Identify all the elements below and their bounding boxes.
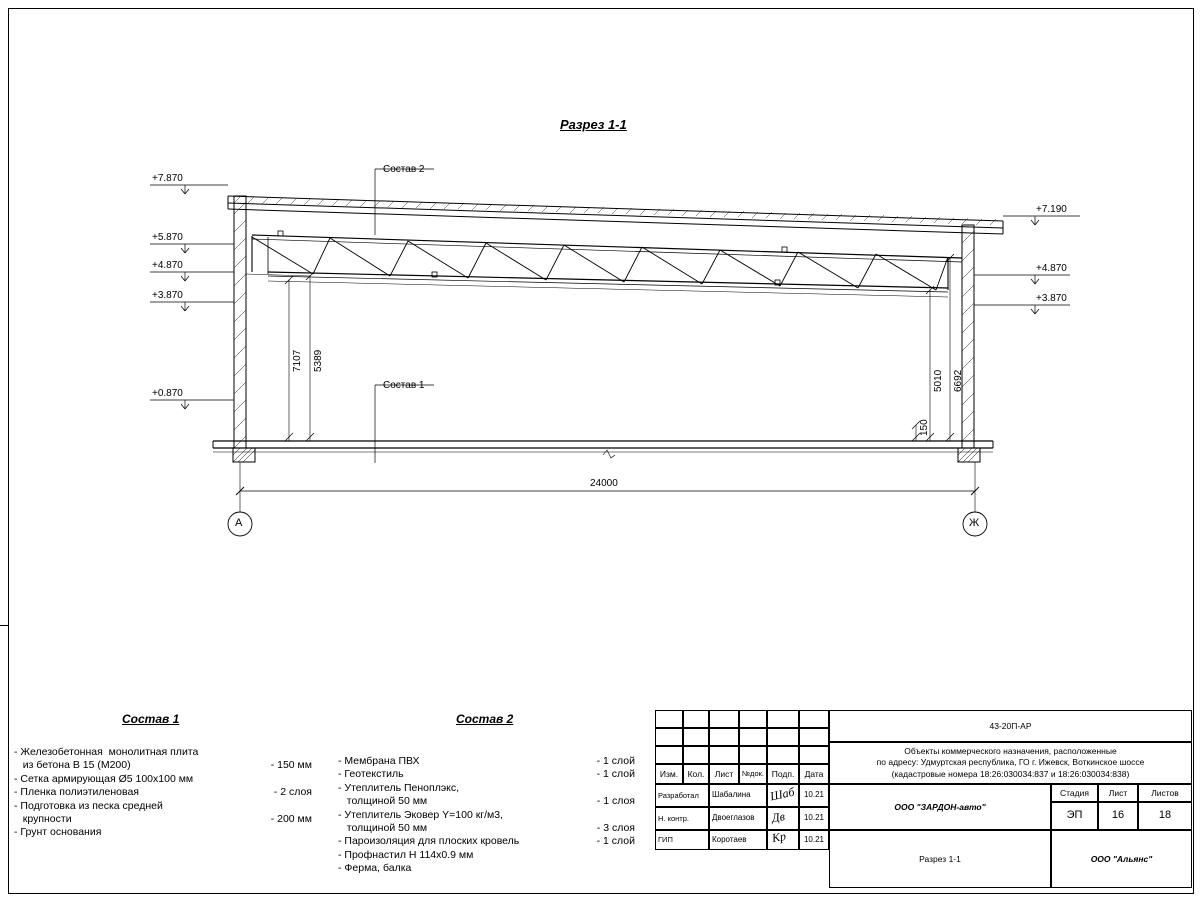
- role-date: 10.21: [799, 807, 829, 830]
- vdim-5010: 5010: [933, 369, 944, 392]
- sostav2-list: [338, 755, 635, 876]
- rev-cell: [709, 710, 739, 728]
- list-item: - Ферма, балка: [338, 862, 412, 875]
- rev-cell: [683, 728, 709, 746]
- level-left-2: +5.870: [152, 232, 183, 243]
- level-right-2: +4.870: [1036, 263, 1067, 274]
- list-item: толщиной 50 мм - 3 слоя: [338, 822, 635, 835]
- rev-cell: [799, 746, 829, 764]
- list-item: - Сетка армирующая Ø5 100х100 мм: [14, 772, 194, 785]
- list-item: - Утеплитель Эковер Y=100 кг/м3,: [338, 808, 504, 821]
- role-label: Н. контр.: [655, 807, 709, 830]
- list-item: - Пароизоляция для плоских кровель - 1 слой: [338, 835, 635, 848]
- callout-sostav-1: Состав 1: [383, 380, 425, 391]
- callout-sostav-2: Состав 2: [383, 164, 425, 175]
- role-date: 10.21: [799, 784, 829, 807]
- axis-label-right: Ж: [969, 517, 980, 529]
- rev-cell: [655, 746, 683, 764]
- object-line-2: по адресу: Удмуртская республика, ГО г. Ижевск, Воткинское шоссе: [876, 757, 1145, 768]
- rev-header-list: Лист: [709, 764, 739, 784]
- signature-mark: Кр: [770, 828, 787, 846]
- signature-mark: Шаб: [768, 784, 796, 804]
- list-item: толщиной 50 мм - 1 слоя: [338, 795, 635, 808]
- title-block: [655, 710, 1192, 888]
- sheet-name: Разрез 1-1: [829, 830, 1051, 888]
- sheets-header: Листов: [1138, 784, 1192, 802]
- sostav2-heading: Состав 2: [456, 712, 514, 726]
- object-description: [829, 742, 1192, 784]
- rev-header-izm: Изм.: [655, 764, 683, 784]
- list-item: - Геотекстиль - 1 слой: [338, 768, 635, 781]
- role-name: Шабалина: [709, 784, 767, 807]
- rev-cell: [739, 728, 767, 746]
- section-title: Разрез 1-1: [560, 117, 627, 132]
- level-left-3: +4.870: [152, 260, 183, 271]
- list-item: крупности - 200 мм: [14, 813, 312, 826]
- rev-cell: [739, 710, 767, 728]
- list-item: из бетона В 15 (М200) - 150 мм: [14, 759, 312, 772]
- level-left-5: +0.870: [152, 388, 183, 399]
- sostav1-list: [14, 746, 312, 840]
- list-item: - Мембрана ПВХ - 1 слой: [338, 755, 635, 767]
- project-code: 43-20П-АР: [829, 710, 1192, 742]
- stage-header: Стадия: [1051, 784, 1098, 802]
- object-line-3: (кадастровые номера 18:26:030034:837 и 18:26:030034:838): [891, 768, 1130, 779]
- sheet-header: Лист: [1098, 784, 1138, 802]
- vdim-5389: 5389: [313, 349, 324, 372]
- stage-value: ЭП: [1051, 802, 1098, 830]
- sostav1-heading: Состав 1: [122, 712, 180, 726]
- role-name: Коротаев: [709, 830, 767, 850]
- role-label: Разработал: [655, 784, 709, 807]
- level-right-1: +7.190: [1036, 204, 1067, 215]
- vdim-6692: 6692: [953, 369, 964, 392]
- rev-header-podp: Подп.: [767, 764, 799, 784]
- rev-cell: [799, 710, 829, 728]
- object-line-1: Объекты коммерческого назначения, расположенные: [904, 745, 1117, 756]
- vdim-7107: 7107: [292, 349, 303, 372]
- overall-dimension: 24000: [590, 478, 618, 489]
- rev-header-kol: Кол.: [683, 764, 709, 784]
- axis-label-left: А: [235, 517, 243, 529]
- rev-cell: [767, 728, 799, 746]
- role-date: 10.21: [799, 830, 829, 850]
- designer-company: ООО "Альянс": [1051, 830, 1192, 888]
- client-company: ООО "ЗАРДОН-авто": [829, 784, 1051, 830]
- list-item: - Подготовка из песка средней: [14, 799, 163, 812]
- list-item: - Грунт основания: [14, 826, 102, 839]
- rev-cell: [655, 710, 683, 728]
- rev-cell: [683, 746, 709, 764]
- vdim-150: 150: [919, 419, 930, 436]
- role-name: Двоеглазов: [709, 807, 767, 830]
- role-label: ГИП: [655, 830, 709, 850]
- list-item: - Утеплитель Пеноплэкс,: [338, 781, 460, 794]
- sheets-value: 18: [1138, 802, 1192, 830]
- list-item: - Железобетонная монолитная плита: [14, 746, 199, 758]
- rev-cell: [683, 710, 709, 728]
- level-right-3: +3.870: [1036, 293, 1067, 304]
- rev-cell: [799, 728, 829, 746]
- rev-header-data: Дата: [799, 764, 829, 784]
- rev-header-ndok: №док.: [739, 764, 767, 784]
- rev-cell: [767, 746, 799, 764]
- rev-cell: [709, 728, 739, 746]
- list-item: - Профнастил Н 114x0.9 мм: [338, 848, 474, 861]
- rev-cell: [709, 746, 739, 764]
- list-item: - Пленка полиэтиленовая - 2 слоя: [14, 786, 312, 799]
- frame-fold-mark: [0, 625, 8, 626]
- rev-cell: [767, 710, 799, 728]
- sheet-value: 16: [1098, 802, 1138, 830]
- rev-cell: [739, 746, 767, 764]
- level-left-1: +7.870: [152, 173, 183, 184]
- level-left-4: +3.870: [152, 290, 183, 301]
- rev-cell: [655, 728, 683, 746]
- signature-mark: Дв: [771, 809, 786, 825]
